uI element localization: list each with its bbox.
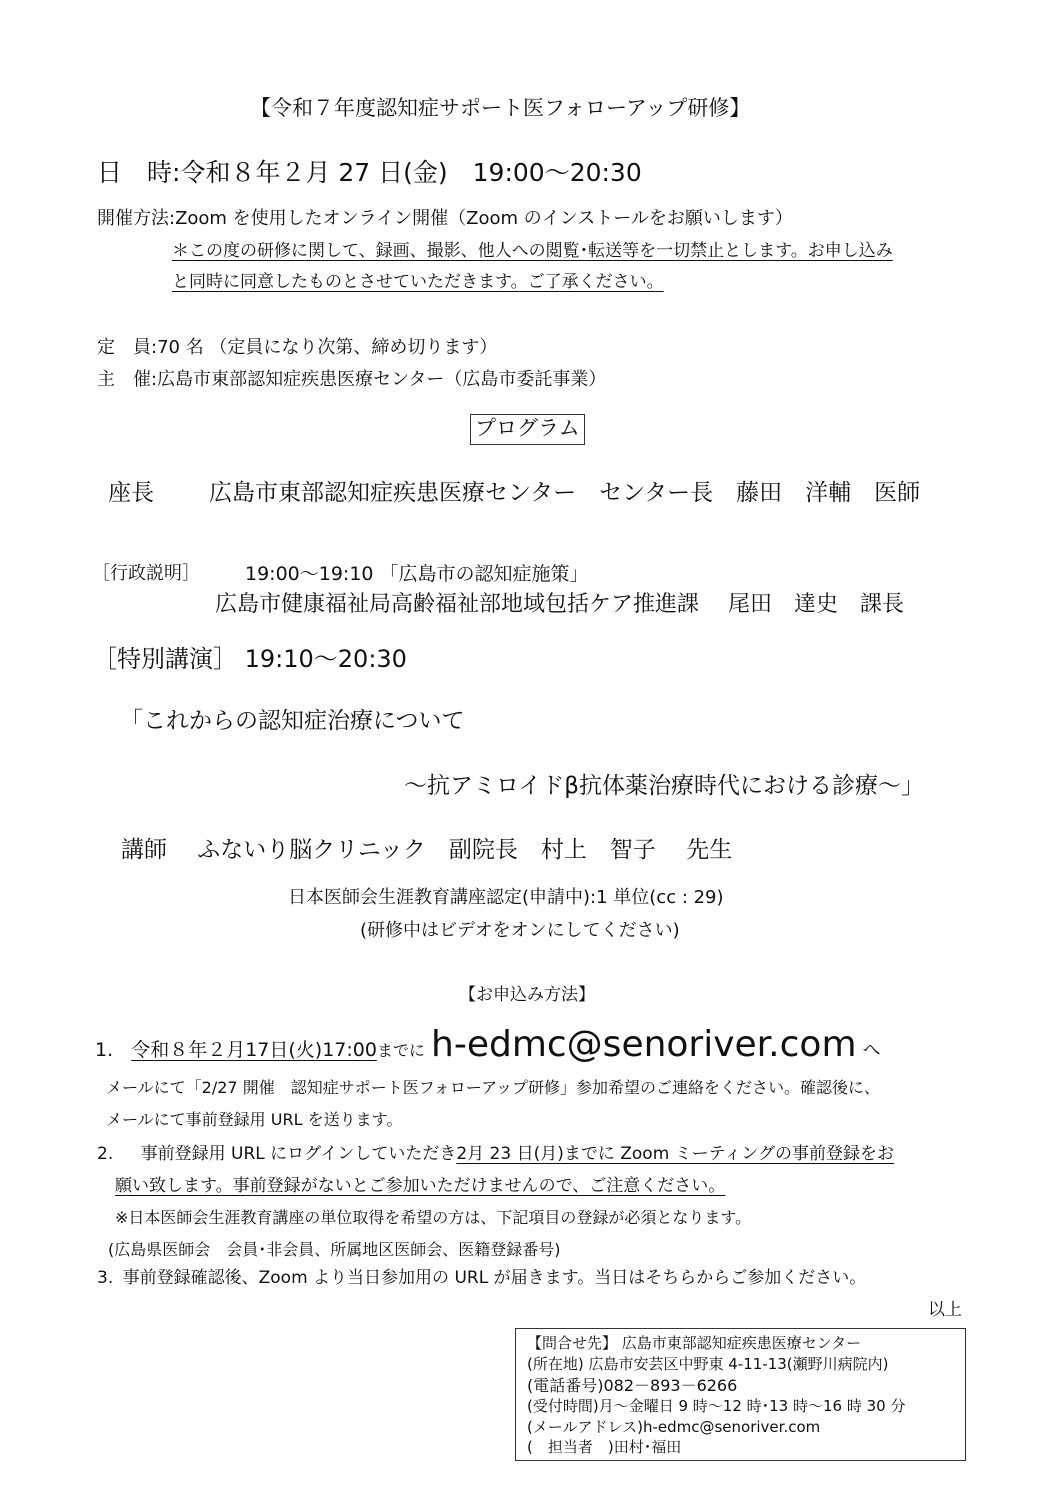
contact-address: (所在地) 広島市安芸区中野東 4-11-13(瀬野川病院内) <box>527 1355 889 1373</box>
organizer-label: 主 催 <box>97 369 151 390</box>
contact-hours: (受付時間)月～金曜日 9 時～12 時･13 時～16 時 30 分 <box>527 1397 906 1415</box>
contact-staff: ( 担当者 )田村･福田 <box>527 1438 682 1456</box>
contact-email[interactable]: (メールアドレス)h-edmc@senoriver.com <box>527 1418 821 1436</box>
lecture-cme: 日本医師会生涯教育講座認定(申請中):1 単位(cc : 29) <box>288 887 724 908</box>
apply-item3-number: 3. <box>97 1268 114 1288</box>
method-note-line2: と同時に同意したものとさせていただきます。ご了承ください。 <box>172 272 664 292</box>
capacity-label: 定 員 <box>97 337 151 358</box>
program-heading: プログラム <box>470 414 585 445</box>
apply-item2-number: 2. <box>97 1144 114 1164</box>
apply-item2-note2: (広島県医師会 会員･非会員、所属地区医師会、医籍登録番号) <box>108 1240 561 1259</box>
contact-phone: (電話番号)082－893－6266 <box>527 1376 738 1395</box>
apply-email-link[interactable]: h-edmc@senoriver.com <box>431 1024 857 1065</box>
datetime-value: :令和８年２月 27 日(金) 19:00～20:30 <box>172 158 642 187</box>
contact-header: 【問合せ先】 広島市東部認知症疾患医療センター <box>527 1334 862 1352</box>
apply-item1-deadline: 令和８年２月17日(火)17:00 <box>131 1039 377 1061</box>
lecture-heading: ［特別講演］ 19:10～20:30 <box>93 645 407 673</box>
organizer-row <box>97 371 606 389</box>
admin-time-title: 19:00～19:10 「広島市の認知症施策」 <box>245 563 589 585</box>
organizer-value: :広島市東部認知症疾患医療センター（広島市委託事業） <box>151 369 607 390</box>
apply-item2-text-a: 事前登録用 URL にログインしていただき <box>140 1144 457 1164</box>
apply-item3-row <box>97 1270 866 1287</box>
page-title: 【令和７年度認知症サポート医フォローアップ研修】 <box>250 96 751 120</box>
lecture-title-line1: 「これからの認知症治療について <box>120 708 465 734</box>
apply-item1-row <box>95 1024 881 1065</box>
method-row <box>97 210 793 228</box>
method-label: 開催方法 <box>97 208 169 229</box>
contact-box <box>515 1328 966 1461</box>
apply-item2-row <box>97 1146 894 1163</box>
apply-item3-text: 事前登録確認後、Zoom より当日参加用の URL が届きます。当日はそちらからご参加ください。 <box>122 1268 867 1288</box>
apply-item1-suffix: へ <box>862 1040 881 1061</box>
apply-item1-line3: メールにて事前登録用 URL を送ります。 <box>106 1110 403 1129</box>
chair-label: 座長 <box>108 480 154 506</box>
method-value: :Zoom を使用したオンライン開催（Zoom のインストールをお願いします） <box>169 208 793 229</box>
capacity-value: :70 名 （定員になり次第、締め切ります） <box>151 337 498 358</box>
apply-item1-line2: メールにて「2/27 開催 認知症サポート医フォローアップ研修」参加希望のご連絡をください。確認後に、 <box>106 1078 880 1097</box>
lecture-speaker: 講師 ふないり脳クリニック 副院長 村上 智子 先生 <box>121 837 733 863</box>
admin-label: ［行政説明］ <box>92 563 200 584</box>
datetime-label: 日 時 <box>97 158 173 187</box>
apply-heading: 【お申込み方法】 <box>459 985 595 1005</box>
apply-item1-number: 1. <box>95 1039 114 1061</box>
method-note-line1: ＊この度の研修に関して、録画、撮影、他人への閲覧･転送等を一切禁止とします。お申し込み <box>172 241 893 261</box>
lecture-title-line2: ～抗アミロイドβ抗体薬治療時代における診療～」 <box>404 773 924 799</box>
apply-item2-line2: 願い致します。事前登録がないとご参加いただけませんので、ご注意ください。 <box>115 1176 726 1196</box>
capacity-row <box>97 339 497 357</box>
apply-item2-text-b: 2月 23 日(月)までに Zoom ミーティングの事前登録をお <box>456 1144 894 1164</box>
datetime-row <box>97 160 642 185</box>
apply-item1-connector: までに <box>376 1041 425 1060</box>
chair-value: 広島市東部認知症疾患医療センター センター長 藤田 洋輔 医師 <box>209 480 921 506</box>
lecture-video-note: (研修中はビデオをオンにしてください) <box>360 920 680 941</box>
admin-speaker: 広島市健康福祉局高齢福祉部地域包括ケア推進課 尾田 達史 課長 <box>215 592 904 617</box>
apply-item2-note1: ※日本医師会生涯教育講座の単位取得を希望の方は、下記項目の登録が必須となります。 <box>115 1208 752 1227</box>
closing-text: 以上 <box>928 1300 962 1320</box>
